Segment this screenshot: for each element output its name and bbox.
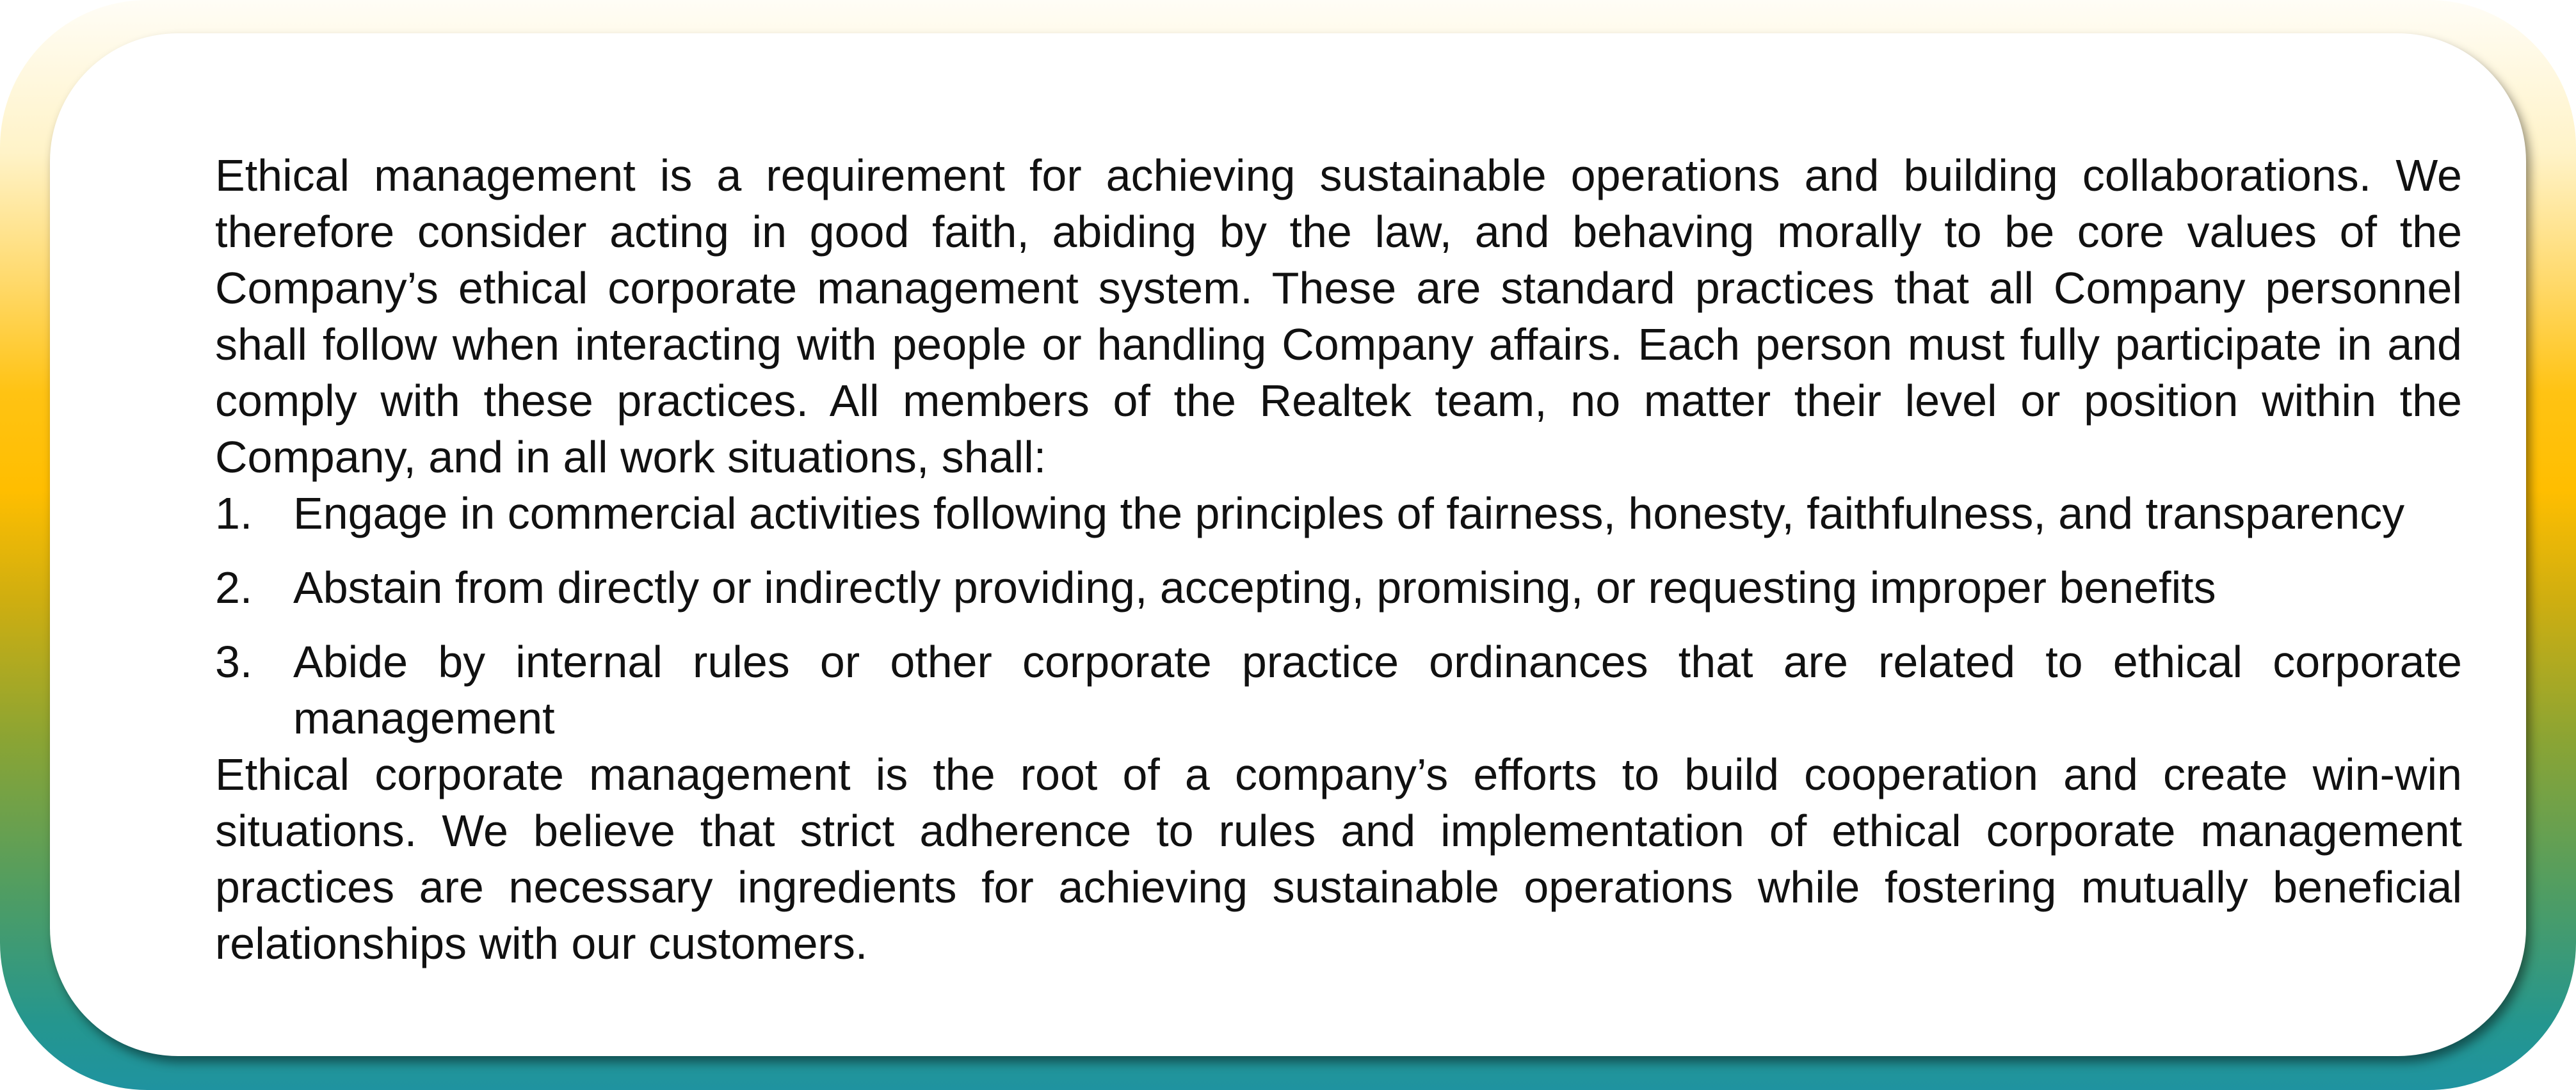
list-item-text: Abstain from directly or indirectly providing, accepting, promising, or requesting improper benefits [293, 563, 2216, 613]
list-item [215, 634, 2462, 746]
list-item-number: 2. [215, 563, 253, 613]
content-card [50, 33, 2526, 1056]
list-item-number: 3. [215, 637, 253, 687]
list-item-text: Engage in commercial activities following the principles of fairness, honesty, faithfulness, and transparency [293, 488, 2405, 538]
document-body [215, 147, 2462, 972]
rules-list [215, 485, 2462, 746]
list-item [215, 559, 2462, 616]
list-item [215, 485, 2462, 541]
closing-paragraph: Ethical corporate management is the root of a company’s efforts to build cooperation and create win-win situations. We believe that strict adherence to rules and implementation of ethical corporate management practices are necessary ingredients for achieving sustainable operations while fostering mutually beneficial relationships with our customers. [215, 749, 2462, 968]
intro-paragraph: Ethical management is a requirement for achieving sustainable operations and building collaborations. We therefore consider acting in good faith, abiding by the law, and behaving morally to be core values of the Company’s ethical corporate management system. These are standard practices that all Company personnel shall follow when interacting with people or handling Company affairs. Each person must fully participate in and comply with these practices. All members of the Realtek team, no matter their level or position within the Company, and in all work situations, shall: [215, 150, 2462, 482]
list-item-number: 1. [215, 488, 253, 538]
list-item-text: Abide by internal rules or other corporate practice ordinances that are related to ethical corporate management [293, 637, 2462, 743]
